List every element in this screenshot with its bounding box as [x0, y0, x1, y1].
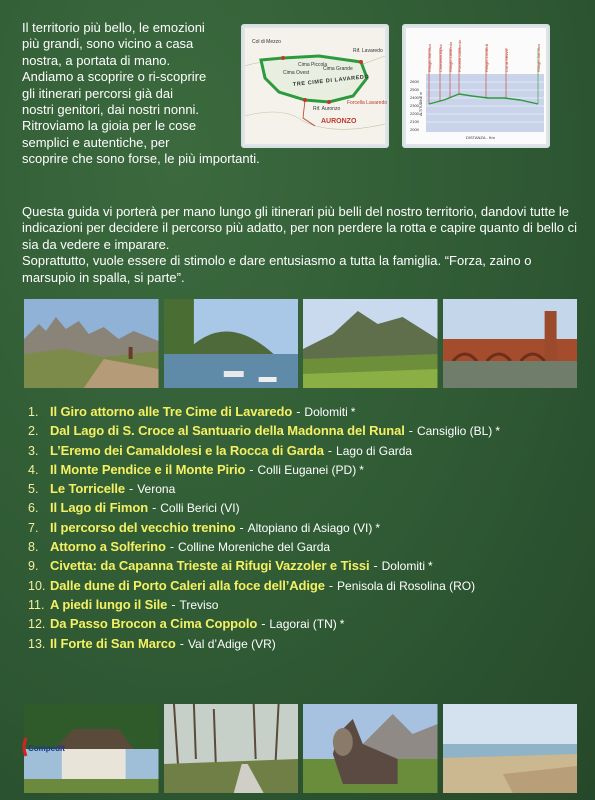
route-name: Le Torricelle — [50, 481, 126, 497]
route-name: Da Passo Brocon a Cima Coppolo — [50, 616, 258, 632]
route-area: Val d’Adige (VR) — [187, 636, 276, 651]
route-number: 9. — [28, 559, 39, 574]
route-separator: - — [129, 482, 134, 497]
route-item — [28, 558, 583, 577]
route-star: * — [427, 559, 433, 574]
route-name: Civetta: da Capanna Trieste ai Rifugi Vazzoler e Tissi — [50, 558, 370, 574]
route-item — [28, 578, 583, 597]
route-number: 8. — [28, 540, 39, 555]
profile-station-label: Chiesetta Alpini — [438, 44, 443, 72]
route-item — [28, 462, 583, 481]
route-name: Il Forte di San Marco — [50, 635, 176, 651]
map-route-label: TRE CIME DI LAVAREDO — [292, 73, 370, 88]
route-item — [28, 500, 583, 519]
intro-line: più grandi, sono vicino a casa — [22, 36, 194, 52]
route-separator: - — [373, 559, 378, 574]
route-name: L’Eremo dei Camaldolesi e la Rocca di Garda — [50, 442, 324, 458]
photo-strip-top — [24, 299, 577, 388]
route-name: Attorno a Solferino — [50, 539, 166, 555]
route-map — [241, 24, 389, 148]
route-separator: - — [171, 597, 176, 612]
route-separator: - — [408, 424, 413, 439]
photo-castle-bridge — [443, 299, 578, 388]
route-star: * — [375, 520, 381, 535]
profile-station-label: Forcella Lavaredo — [457, 39, 462, 72]
photo-lake-rock — [164, 299, 299, 388]
logo-text: Compedit — [28, 744, 65, 753]
profile-station-label: Col di Mezzo — [504, 48, 509, 72]
route-number: 10. — [28, 578, 46, 593]
route-number: 1. — [28, 405, 39, 419]
route-area: Dolomiti — [381, 559, 425, 574]
route-number: 2. — [28, 424, 39, 439]
route-separator: - — [169, 540, 174, 555]
route-item — [28, 597, 583, 616]
route-area: Verona — [137, 482, 176, 497]
route-name: Il Lago di Fimon — [50, 500, 149, 516]
route-number: 13. — [28, 636, 46, 651]
route-list — [28, 404, 583, 655]
intro-line: gli itinerari percorsi già dai — [22, 85, 174, 101]
profile-station-label: Rifugio Locatelli — [484, 43, 489, 72]
route-item — [28, 443, 583, 462]
route-area: Treviso — [179, 597, 219, 612]
route-number: 5. — [28, 482, 39, 497]
route-area: Altopiano di Asiago (VI) — [247, 520, 373, 535]
route-star: * — [339, 617, 345, 632]
route-star: * — [350, 405, 356, 419]
route-item — [28, 520, 583, 539]
route-number: 4. — [28, 462, 39, 477]
route-item — [28, 636, 583, 655]
x-axis-label: DISTANZA - Km — [466, 135, 495, 140]
route-area: Colli Berici (VI) — [160, 501, 240, 516]
route-name: Il Giro attorno alle Tre Cime di Lavaredo — [50, 404, 293, 419]
profile-station-label: Rifugio Auronzo — [536, 43, 541, 72]
profile-station-label: Rifugio Auronzo — [427, 43, 432, 72]
route-name: Il percorso del vecchio trenino — [50, 519, 236, 535]
route-number: 7. — [28, 520, 39, 535]
photo-dunes-beach — [443, 704, 578, 793]
route-item — [28, 404, 583, 423]
route-item — [28, 423, 583, 442]
map-place-label: Col di Mezzo — [252, 39, 281, 45]
route-number: 11. — [28, 597, 45, 612]
intro-paragraphs — [22, 204, 577, 286]
route-number: 12. — [28, 617, 46, 632]
route-name: Dalle dune di Porto Caleri alla foce dell’Adige — [50, 577, 325, 593]
route-area: Lago di Garda — [336, 443, 413, 458]
photo-mountain-vineyard — [303, 299, 438, 388]
photo-strip-bottom — [24, 704, 577, 793]
route-area: Penisola di Rosolina (RO) — [337, 578, 476, 593]
route-name: Dal Lago di S. Croce al Santuario della Madonna del Runal — [50, 423, 405, 439]
route-name: Il Monte Pendice e il Monte Pirio — [50, 461, 246, 477]
route-separator: - — [239, 520, 244, 535]
route-number: 3. — [28, 443, 39, 458]
intro-line: Il territorio più bello, le emozioni — [22, 20, 205, 35]
route-area: Lagorai (TN) — [269, 617, 337, 632]
route-star: * — [495, 424, 500, 439]
route-item — [28, 539, 583, 558]
y-tick-label: 2600 — [410, 79, 419, 84]
y-tick-label: 2500 — [410, 87, 419, 92]
intro-line: Andiamo a scoprire o ri-scoprire — [22, 69, 207, 85]
route-star: * — [359, 462, 364, 477]
route-separator: - — [152, 501, 157, 516]
photo-donkeys — [303, 704, 438, 793]
map-place-label: Cima Grande — [323, 66, 353, 72]
route-separator: - — [327, 443, 333, 458]
map-place-label: Rif. Auronzo — [313, 106, 341, 112]
map-place-label: Cima Ovest — [283, 70, 310, 76]
route-separator: - — [328, 578, 334, 593]
y-tick-label: 2000 — [410, 127, 419, 132]
intro-text — [22, 20, 260, 168]
profile-station-label: Rifugio Lavaredo — [448, 41, 453, 72]
route-number: 6. — [28, 501, 39, 516]
intro-line: semplici e autentiche, per — [22, 134, 170, 150]
intro-line: nostra, a portata di mano. — [22, 52, 171, 68]
publisher-logo — [22, 734, 66, 760]
y-axis-label: ALTITUDINE m — [419, 91, 423, 116]
route-area: Cansiglio (BL) — [416, 424, 493, 439]
y-tick-label: 2200 — [410, 111, 419, 116]
route-area: Dolomiti — [304, 405, 348, 419]
map-town-label: AURONZO — [321, 118, 357, 125]
intro-paragraph: Soprattutto, vuole essere di stimolo e dare entusiasmo a tutta la famiglia. “Forza, zaino o marsupio in spalla, si parte”. — [22, 253, 532, 285]
route-area: Colli Euganei (PD) — [257, 462, 357, 477]
map-place-label: Cima Piccola — [298, 62, 328, 68]
y-tick-label: 2100 — [410, 119, 419, 124]
photo-river-path — [164, 704, 299, 793]
map-place-label: Rif. Lavaredo — [353, 48, 383, 54]
intro-line: nostri genitori, dai nostri nonni. — [22, 102, 200, 118]
intro-line: scoprire che sono forse, le più importanti. — [22, 151, 260, 167]
route-area: Colline Moreniche del Garda — [178, 540, 331, 555]
y-tick-label: 2400 — [410, 95, 419, 100]
route-separator: - — [261, 617, 266, 632]
photo-dolomites-hiker — [24, 299, 159, 388]
route-separator: - — [296, 405, 301, 419]
route-name: A piedi lungo il Sile — [50, 596, 168, 612]
intro-line: Ritroviamo la gioia per le cose — [22, 118, 197, 134]
route-item — [28, 616, 583, 635]
route-item — [28, 481, 583, 500]
route-separator: - — [249, 462, 254, 477]
map-place-label: Forcella Lavaredo — [347, 100, 387, 106]
route-separator: - — [179, 636, 184, 651]
y-tick-label: 2300 — [410, 103, 419, 108]
intro-paragraph: Questa guida vi porterà per mano lungo gli itinerari più belli del nostro territorio, dandovi tutte le indicazioni per decidere il percorso più adatto, per non perdere la rotta e capire quanto di bello ci sia da vedere e imparare. — [22, 204, 578, 252]
elevation-profile — [402, 24, 550, 148]
